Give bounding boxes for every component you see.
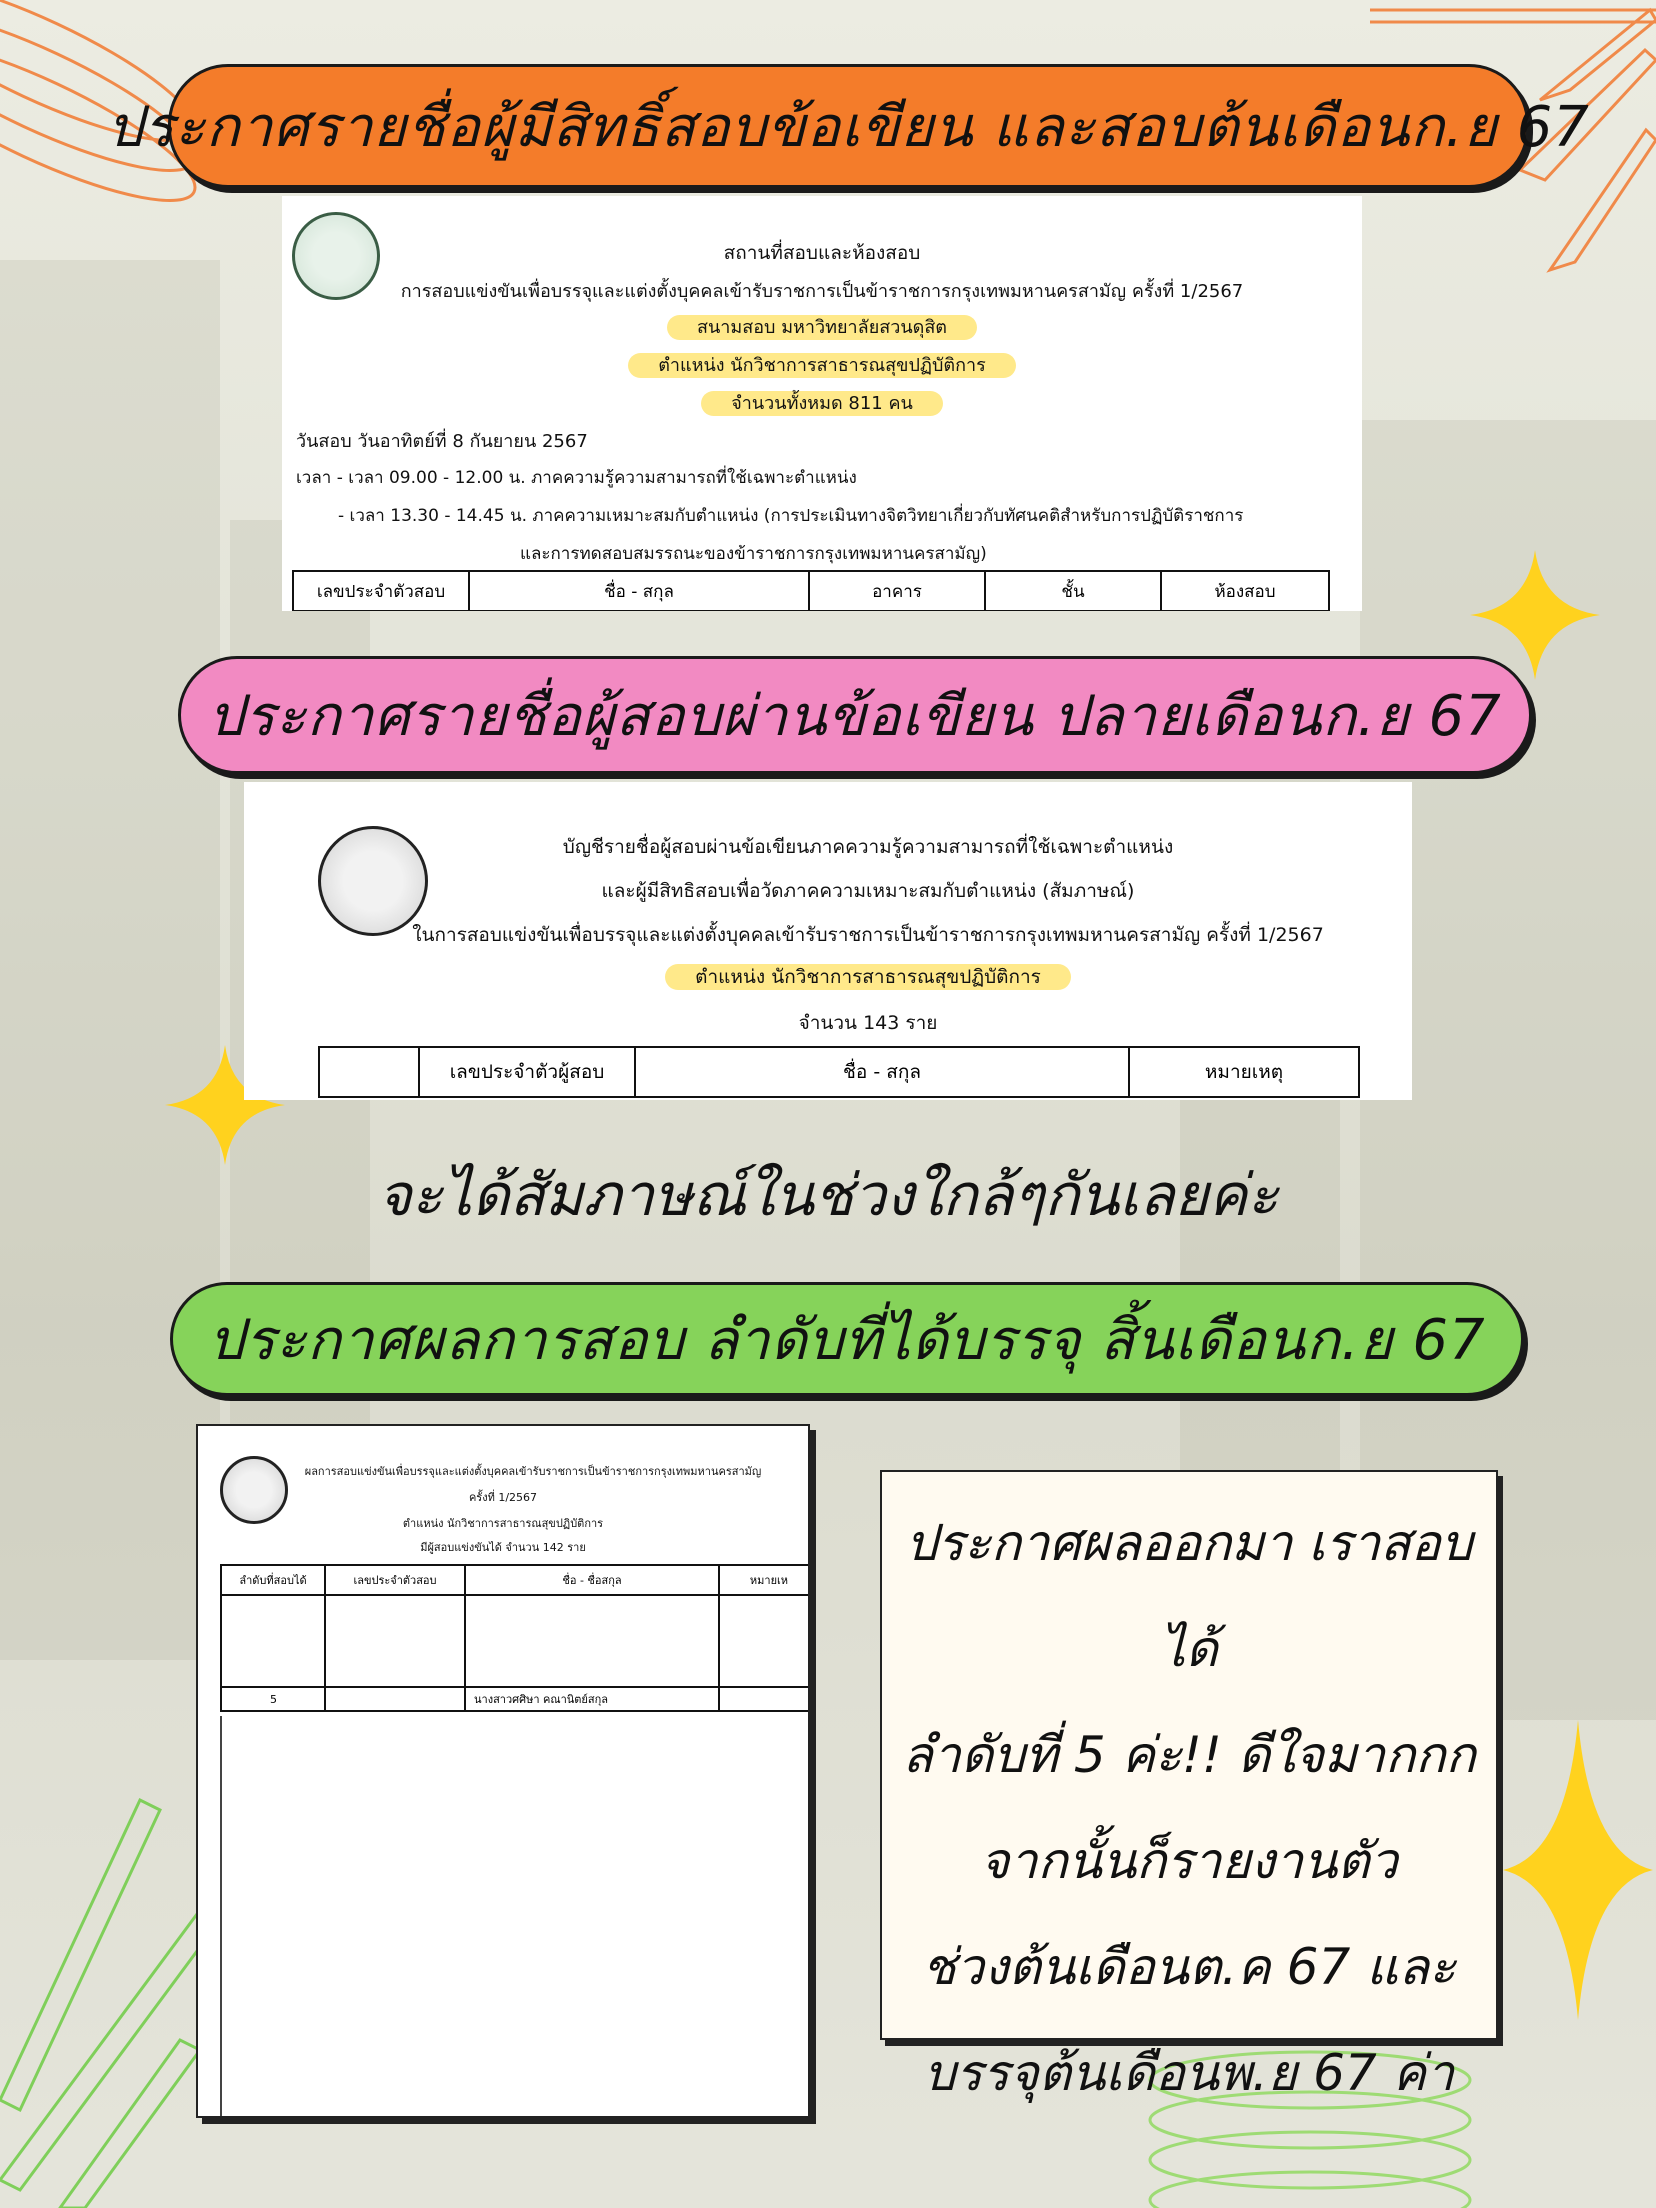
banner-exam-result xyxy=(170,1282,1524,1396)
doc-line-2: ครั้งที่ 1/2567 xyxy=(468,1491,538,1504)
column-header: หมายเหตุ xyxy=(1129,1047,1359,1097)
exam-venue-label: สนามสอบ มหาวิทยาลัยสวนดุสิต xyxy=(667,315,977,340)
banner-eligible-written-exam xyxy=(107,64,1590,188)
note-line: ประกาศผลออกมา เราสอบได้ xyxy=(905,1514,1473,1678)
rank-cell: 5 xyxy=(221,1687,325,1711)
doc-line-2: และผู้มีสิทธิสอบเพื่อวัดภาคความเหมาะสมกับตำแหน่ง (สัมภาษณ์) xyxy=(601,880,1135,902)
banner-passed-written-exam xyxy=(178,656,1532,774)
column-header: ชื่อ - สกุล xyxy=(469,571,809,611)
exam-venue-document xyxy=(282,196,1362,611)
exam-time-afternoon: - เวลา 13.30 - 14.45 น. ภาคความเหมาะสมกับตำแหน่ง (การประเมินทางจิตวิทยาเกี่ยวกับทัศนคติสำหรับการปฏิบัติราชการ xyxy=(338,506,1244,526)
position-label: ตำแหน่ง นักวิชาการสาธารณสุขปฏิบัติการ xyxy=(628,353,1016,378)
exam-result-document xyxy=(196,1424,810,2118)
note-line: ลำดับที่ 5 ค่ะ!! ดีใจมากกก xyxy=(902,1726,1476,1784)
total-count-label: จำนวนทั้งหมด 811 คน xyxy=(701,391,943,416)
table-row xyxy=(221,1687,810,1711)
passed-list-document xyxy=(244,782,1412,1100)
column-header: เลขประจำตัวสอบ xyxy=(293,571,469,611)
exam-time-afternoon-cont: และการทดสอบสมรรถนะของข้าราชการกรุงเทพมหานครสามัญ) xyxy=(520,544,987,564)
note-line: จากนั้นก็รายงานตัว xyxy=(980,1832,1398,1890)
background-building xyxy=(0,260,220,1660)
column-header: ห้องสอบ xyxy=(1161,571,1329,611)
table-left-border xyxy=(220,1716,222,2116)
result-note-card xyxy=(880,1470,1498,2102)
position-label: ตำแหน่ง นักวิชาการสาธารณสุขปฏิบัติการ xyxy=(665,964,1071,990)
exam-room-table xyxy=(292,570,1330,611)
doc-line-3: ในการสอบแข่งขันเพื่อบรรจุและแต่งตั้งบุคคลเข้ารับราชการเป็นข้าราชการกรุงเทพมหานครสามัญ ครั้งที่ 1/2567 xyxy=(412,924,1324,946)
interview-caption: จะได้สัมภาษณ์ในช่วงใกล้ๆกันเลยค่ะ xyxy=(377,1161,1279,1229)
column-header: ชื่อ - ชื่อสกุล xyxy=(465,1565,719,1595)
id-cell xyxy=(325,1687,465,1711)
banner-title: ประกาศรายชื่อผู้มีสิทธิ์สอบข้อเขียน และสอบต้นเดือนก.ย 67 xyxy=(107,94,1590,160)
banner-title: ประกาศผลการสอบ ลำดับที่ได้บรรจุ สิ้นเดือนก.ย 67 xyxy=(208,1307,1486,1373)
doc-title: สถานที่สอบและห้องสอบ xyxy=(723,242,921,264)
note-line: บรรจุต้นเดือนพ.ย 67 ค่า xyxy=(923,2044,1455,2102)
column-header: ลำดับที่สอบได้ xyxy=(221,1565,325,1595)
column-header: เลขประจำตัวผู้สอบ xyxy=(419,1047,635,1097)
doc-line-3: ตำแหน่ง นักวิชาการสาธารณสุขปฏิบัติการ xyxy=(402,1517,604,1530)
doc-line-1: บัญชีรายชื่อผู้สอบผ่านข้อเขียนภาคความรู้ความสามารถที่ใช้เฉพาะตำแหน่ง xyxy=(562,836,1174,858)
doc-line-1: ผลการสอบแข่งขันเพื่อบรรจุและแต่งตั้งบุคคลเข้ารับราชการเป็นข้าราชการกรุงเทพมหานครสามัญ xyxy=(304,1465,762,1478)
exam-date: วันสอบ วันอาทิตย์ที่ 8 กันยายน 2567 xyxy=(296,431,588,452)
column-header: ชื่อ - สกุล xyxy=(635,1047,1129,1097)
column-header xyxy=(319,1047,419,1097)
passed-count: จำนวน 143 ราย xyxy=(798,1012,938,1034)
banner-title: ประกาศรายชื่อผู้สอบผ่านข้อเขียน ปลายเดือนก.ย 67 xyxy=(208,683,1502,749)
column-header: เลขประจำตัวสอบ xyxy=(325,1565,465,1595)
column-header: ชั้น xyxy=(985,571,1161,611)
note-line: ช่วงต้นเดือนต.ค 67 และ xyxy=(922,1938,1456,1996)
exam-time-morning: เวลา - เวลา 09.00 - 12.00 น. ภาคความรู้ความสามารถที่ใช้เฉพาะตำแหน่ง xyxy=(296,468,857,488)
doc-subtitle: การสอบแข่งขันเพื่อบรรจุและแต่งตั้งบุคคลเข้ารับราชการเป็นข้าราชการกรุงเทพมหานครสามัญ ครั้งที่ 1/2567 xyxy=(400,281,1244,302)
column-header: หมายเห xyxy=(719,1565,810,1595)
column-header: อาคาร xyxy=(809,571,985,611)
doc-line-4: มีผู้สอบแข่งขันได้ จำนวน 142 ราย xyxy=(420,1541,586,1554)
name-cell: นางสาวศศิษา คณานิตย์สกุล xyxy=(465,1687,719,1711)
passed-list-table xyxy=(318,1046,1360,1098)
exam-result-table xyxy=(220,1564,810,1712)
sparkle-star-icon xyxy=(1500,1720,1656,2020)
